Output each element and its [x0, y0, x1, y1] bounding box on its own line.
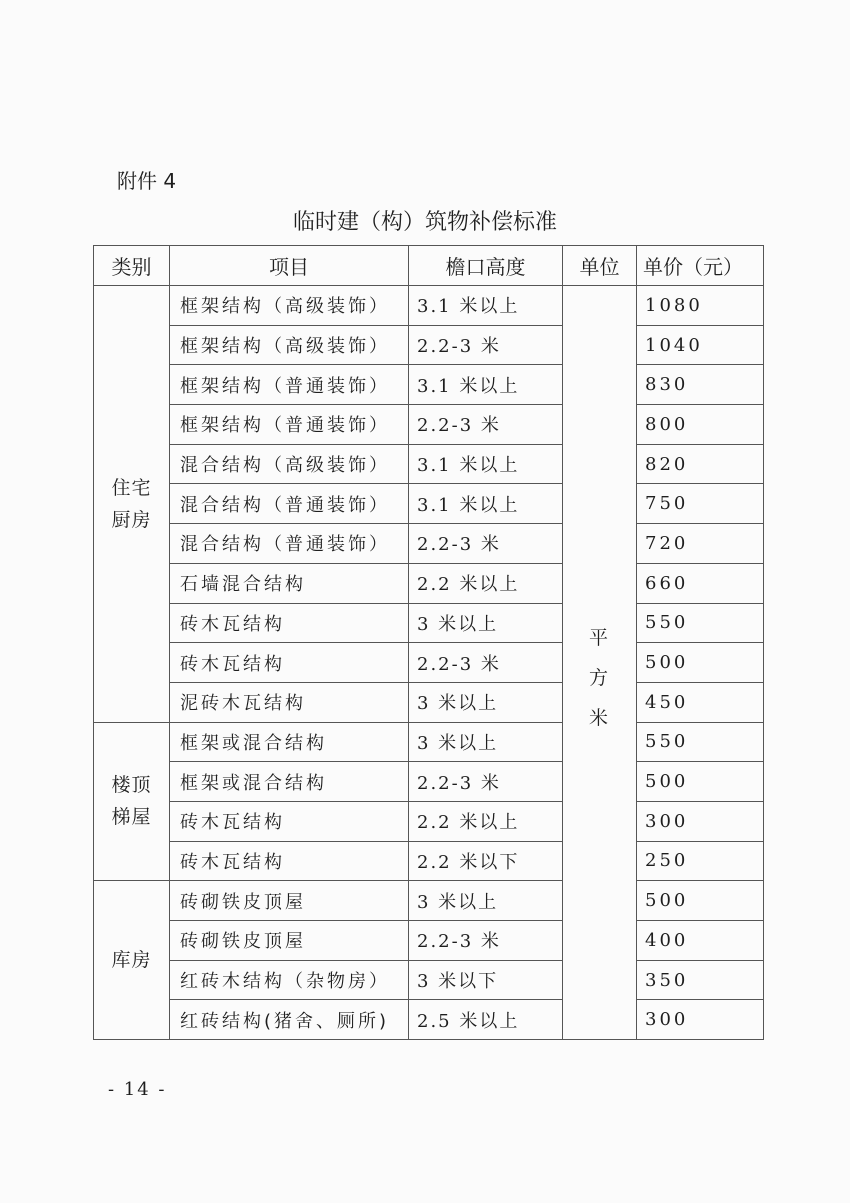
unit-price-cell: 450 [637, 682, 764, 722]
table-row [94, 524, 764, 564]
page-title: 临时建（构）筑物补偿标准 [292, 210, 557, 235]
table-row [94, 563, 764, 603]
unit-price-cell: 800 [637, 405, 764, 445]
unit-price-cell: 300 [637, 1000, 764, 1040]
table-row [94, 841, 764, 881]
header-unit: 单位 [563, 246, 637, 286]
unit-price-cell: 1080 [637, 286, 764, 326]
eave-height-cell: 2.2 米以上 [409, 563, 563, 603]
eave-height-cell: 3.1 米以上 [409, 365, 563, 405]
eave-height-cell: 2.2-3 米 [409, 921, 563, 961]
unit-char: 米 [588, 707, 610, 729]
category-cell [94, 722, 170, 881]
eave-height-cell: 3.1 米以上 [409, 484, 563, 524]
item-cell: 框架结构（普通装饰） [170, 405, 409, 445]
table-row [94, 484, 764, 524]
table-row [94, 762, 764, 802]
eave-height-cell: 2.2 米以上 [409, 801, 563, 841]
unit-price-cell: 400 [637, 921, 764, 961]
item-cell: 石墙混合结构 [170, 563, 409, 603]
table-row [94, 881, 764, 921]
page-number: - 14 - [108, 1079, 167, 1100]
table-row [94, 960, 764, 1000]
unit-price-cell: 660 [637, 563, 764, 603]
unit-price-cell: 820 [637, 444, 764, 484]
unit-price-cell: 300 [637, 801, 764, 841]
eave-height-cell: 2.2-3 米 [409, 524, 563, 564]
eave-height-cell: 3 米以上 [409, 603, 563, 643]
eave-height-cell: 3.1 米以上 [409, 286, 563, 326]
item-cell: 混合结构（高级装饰） [170, 444, 409, 484]
unit-char: 方 [588, 667, 610, 689]
item-cell: 框架或混合结构 [170, 762, 409, 802]
compensation-table [93, 245, 764, 1040]
header-unit-price: 单价（元） [637, 246, 764, 286]
unit-price-cell: 500 [637, 881, 764, 921]
item-cell: 框架结构（普通装饰） [170, 365, 409, 405]
table-row [94, 286, 764, 326]
item-cell: 框架结构（高级装饰） [170, 286, 409, 326]
item-cell: 泥砖木瓦结构 [170, 682, 409, 722]
item-cell: 框架或混合结构 [170, 722, 409, 762]
eave-height-cell: 3 米以上 [409, 722, 563, 762]
eave-height-cell: 2.2-3 米 [409, 405, 563, 445]
item-cell: 混合结构（普通装饰） [170, 524, 409, 564]
eave-height-cell: 2.5 米以上 [409, 1000, 563, 1040]
unit-price-cell: 720 [637, 524, 764, 564]
unit-price-cell: 550 [637, 722, 764, 762]
header-category: 类别 [94, 246, 170, 286]
table-row [94, 603, 764, 643]
category-label: 库房 [111, 949, 152, 972]
item-cell: 红砖结构(猪舍、厕所) [170, 1000, 409, 1040]
table-row [94, 405, 764, 445]
unit-price-cell: 250 [637, 841, 764, 881]
eave-height-cell: 3 米以上 [409, 881, 563, 921]
category-label: 楼顶 [111, 774, 152, 797]
table-row [94, 682, 764, 722]
table-row [94, 643, 764, 683]
unit-price-cell: 750 [637, 484, 764, 524]
category-cell [94, 286, 170, 723]
unit-price-cell: 500 [637, 643, 764, 683]
header-eave-height: 檐口高度 [409, 246, 563, 286]
category-label: 梯屋 [111, 806, 152, 829]
item-cell: 砖木瓦结构 [170, 801, 409, 841]
item-cell: 红砖木结构（杂物房） [170, 960, 409, 1000]
eave-height-cell: 2.2-3 米 [409, 643, 563, 683]
table-row [94, 722, 764, 762]
unit-price-cell: 1040 [637, 325, 764, 365]
eave-height-cell: 2.2-3 米 [409, 762, 563, 802]
unit-char: 平 [588, 627, 610, 649]
category-label: 住宅 [111, 476, 152, 499]
eave-height-cell: 3 米以下 [409, 960, 563, 1000]
table-header-row [94, 246, 764, 286]
item-cell: 砖砌铁皮顶屋 [170, 921, 409, 961]
item-cell: 砖木瓦结构 [170, 643, 409, 683]
eave-height-cell: 2.2-3 米 [409, 325, 563, 365]
table-row [94, 444, 764, 484]
eave-height-cell: 2.2 米以下 [409, 841, 563, 881]
item-cell: 砖木瓦结构 [170, 603, 409, 643]
unit-price-cell: 500 [637, 762, 764, 802]
unit-price-cell: 350 [637, 960, 764, 1000]
category-cell [94, 881, 170, 1040]
table-row [94, 921, 764, 961]
attachment-label: 附件 4 [117, 169, 177, 193]
header-item: 项目 [170, 246, 409, 286]
table-row [94, 325, 764, 365]
table-row [94, 1000, 764, 1040]
unit-price-cell: 550 [637, 603, 764, 643]
table-row [94, 801, 764, 841]
eave-height-cell: 3.1 米以上 [409, 444, 563, 484]
item-cell: 框架结构（高级装饰） [170, 325, 409, 365]
eave-height-cell: 3 米以上 [409, 682, 563, 722]
category-label: 厨房 [111, 508, 152, 531]
item-cell: 混合结构（普通装饰） [170, 484, 409, 524]
item-cell: 砖木瓦结构 [170, 841, 409, 881]
unit-cell [563, 286, 637, 1040]
table-row [94, 365, 764, 405]
unit-price-cell: 830 [637, 365, 764, 405]
item-cell: 砖砌铁皮顶屋 [170, 881, 409, 921]
